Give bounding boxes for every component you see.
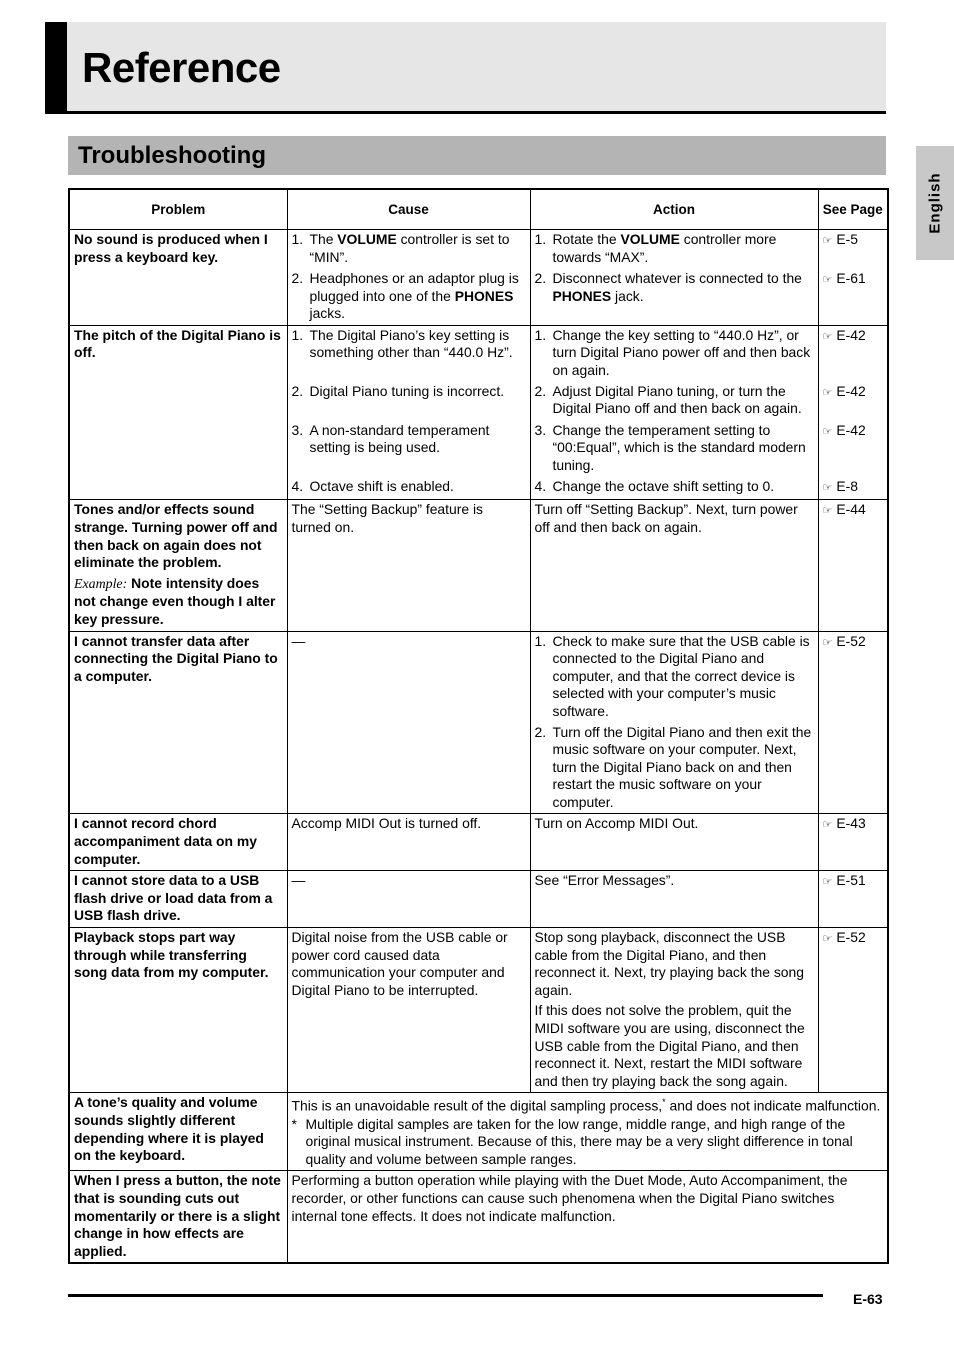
problem-cell: When I press a button, the note that is sounding cuts out momentarily or there is a slight change in how effects are applied. [69, 1171, 287, 1263]
page-cell [818, 871, 888, 928]
page-ref[interactable]: ☞ E-51 [822, 872, 866, 889]
troubleshooting-table [68, 188, 889, 1264]
cause-item: 1. The Digital Piano’s key setting is something other than “440.0 Hz”. [291, 326, 513, 361]
page-ref[interactable]: ☞ E-52 [822, 632, 866, 649]
action-cell [530, 631, 818, 814]
action-cell [530, 230, 818, 326]
table-row [69, 325, 888, 500]
page-cell [818, 631, 888, 814]
action-item: 3. Change the temperament setting to “00:Equal”, which is the standard modern tuning. [534, 421, 806, 473]
page-cell [818, 325, 888, 500]
page-ref[interactable]: ☞ E-5 [822, 231, 858, 247]
page-title: Reference [82, 44, 281, 91]
problem-cell: I cannot record chord accompaniment data on my computer. [69, 814, 287, 871]
table-row [69, 500, 888, 631]
pointing-hand-icon: ☞ [822, 636, 833, 649]
cause-cell: — [287, 631, 530, 814]
column-header-problem: Problem [69, 189, 287, 230]
problem-cell: Tones and/or effects sound strange. Turning power off and then back on again does not eliminate the problem. Example: Note intensity does not change even though I alter key pressure. [69, 500, 287, 631]
action-item: 1. Change the key setting to “440.0 Hz”, or turn Digital Piano power off and then back on again. [534, 326, 811, 378]
section-title: Troubleshooting [78, 142, 266, 169]
table-row [69, 1171, 888, 1263]
cause-item: 2. Digital Piano tuning is incorrect. [291, 382, 505, 399]
page-cell [818, 928, 888, 1093]
column-header-cause: Cause [287, 189, 530, 230]
language-tab [916, 146, 954, 260]
pointing-hand-icon: ☞ [822, 876, 833, 889]
cause-item: 2. Headphones or an adaptor plug is plugged into one of the PHONES jacks. [291, 270, 519, 322]
page-ref[interactable]: ☞ E-42 [822, 326, 866, 343]
page-cell [818, 230, 888, 326]
page-ref[interactable]: ☞ E-61 [822, 270, 866, 286]
action-cell: Turn on Accomp MIDI Out. [530, 814, 818, 871]
cause-cell: Accomp MIDI Out is turned off. [287, 814, 530, 871]
action-item: 1. Rotate the VOLUME controller more towards “MAX”. [534, 231, 777, 265]
explanation-cell: Performing a button operation while playing with the Duet Mode, Auto Accompaniment, the recorder, or other functions can cause such phenomena when the Digital Piano switches internal tone effects. It does not indicate malfunction. [287, 1171, 888, 1263]
page-ref[interactable]: ☞ E-44 [822, 501, 866, 518]
page-number: E-63 [853, 1291, 883, 1307]
column-header-see-page: See Page [818, 189, 888, 230]
table-row [69, 230, 888, 326]
table-row [69, 814, 888, 871]
cause-cell: — [287, 871, 530, 928]
problem-cell: I cannot store data to a USB flash drive or load data from a USB flash drive. [69, 871, 287, 928]
problem-cell: The pitch of the Digital Piano is off. [69, 325, 287, 500]
action-item: 4. Change the octave shift setting to 0. [534, 477, 775, 494]
table-header-row [69, 189, 888, 230]
action-cell: Stop song playback, disconnect the USB cable from the Digital Piano, and then reconnect it. Next, try playing back the song again. If this does not solve the problem, quit the MIDI software you are using, disconnect the USB cable from the Digital Piano, and then reconnect it. Next, restart the MIDI software and then try playing back the song again. [530, 928, 818, 1093]
problem-cell: Playback stops part way through while transferring song data from my computer. [69, 928, 287, 1093]
language-tab-label: English [926, 172, 944, 234]
page-ref[interactable]: ☞ E-42 [822, 421, 866, 438]
pointing-hand-icon: ☞ [822, 386, 833, 399]
pointing-hand-icon: ☞ [822, 330, 833, 343]
page-ref[interactable]: ☞ E-52 [822, 929, 866, 946]
cause-cell [287, 230, 530, 326]
cause-item: 1. The VOLUME controller is set to “MIN”. [291, 231, 510, 265]
action-item: 2. Adjust Digital Piano tuning, or turn the Digital Piano off and then back on again. [534, 382, 802, 417]
cause-cell: The “Setting Backup” feature is turned on. [287, 500, 530, 631]
table-row [69, 871, 888, 928]
pointing-hand-icon: ☞ [822, 505, 833, 518]
pointing-hand-icon: ☞ [822, 481, 833, 494]
cause-cell [287, 325, 530, 500]
header-accent-block [45, 22, 67, 111]
action-cell [530, 325, 818, 500]
column-header-action: Action [530, 189, 818, 230]
pointing-hand-icon: ☞ [822, 819, 833, 832]
problem-cell: I cannot transfer data after connecting the Digital Piano to a computer. [69, 631, 287, 814]
page-ref[interactable]: ☞ E-8 [822, 477, 858, 494]
cause-cell: Digital noise from the USB cable or power cord caused data communication your computer and Digital Piano to be interrupted. [287, 928, 530, 1093]
cause-item: 3. A non-standard temperament setting is being used. [291, 421, 490, 456]
page-ref[interactable]: ☞ E-42 [822, 382, 866, 399]
pointing-hand-icon: ☞ [822, 933, 833, 946]
action-item: 2. Turn off the Digital Piano and then exit the music software on your computer. Next, turn the Digital Piano back on and then restart the music software on your computer. [534, 723, 812, 810]
action-item: 2. Disconnect whatever is connected to the PHONES jack. [534, 270, 802, 304]
action-item: 1. Check to make sure that the USB cable is connected to the Digital Piano and computer, and that the correct device is selected with your computer’s music software. [534, 632, 810, 719]
table-row [69, 928, 888, 1093]
action-cell: See “Error Messages”. [530, 871, 818, 928]
footnote: * Multiple digital samples are taken for the low range, middle range, and high range of the original musical instrument. Because of this, there may be a very slight difference in tonal quality and volume between sample ranges. [291, 1115, 853, 1167]
pointing-hand-icon: ☞ [822, 425, 833, 438]
table-row [69, 631, 888, 814]
pointing-hand-icon: ☞ [822, 274, 833, 286]
table-row [69, 1093, 888, 1171]
problem-cell: A tone’s quality and volume sounds slightly different depending where it is played on the keyboard. [69, 1093, 287, 1171]
page-ref[interactable]: ☞ E-43 [822, 815, 866, 832]
page-cell [818, 814, 888, 871]
cause-item: 4. Octave shift is enabled. [291, 477, 454, 494]
page-cell [818, 500, 888, 631]
explanation-cell: This is an unavoidable result of the digital sampling process,* and does not indicate malfunction. * Multiple digital samples are taken for the low range, middle range, and high range of the original musical instrument. Because of this, there may be a very slight difference in tonal quality and volume between sample ranges. [287, 1093, 888, 1171]
pointing-hand-icon: ☞ [822, 235, 833, 247]
problem-cell: No sound is produced when I press a keyboard key. [69, 230, 287, 326]
example-label: Example: [74, 576, 128, 592]
action-cell: Turn off “Setting Backup”. Next, turn power off and then back on again. [530, 500, 818, 631]
footer-rule [68, 1294, 823, 1297]
